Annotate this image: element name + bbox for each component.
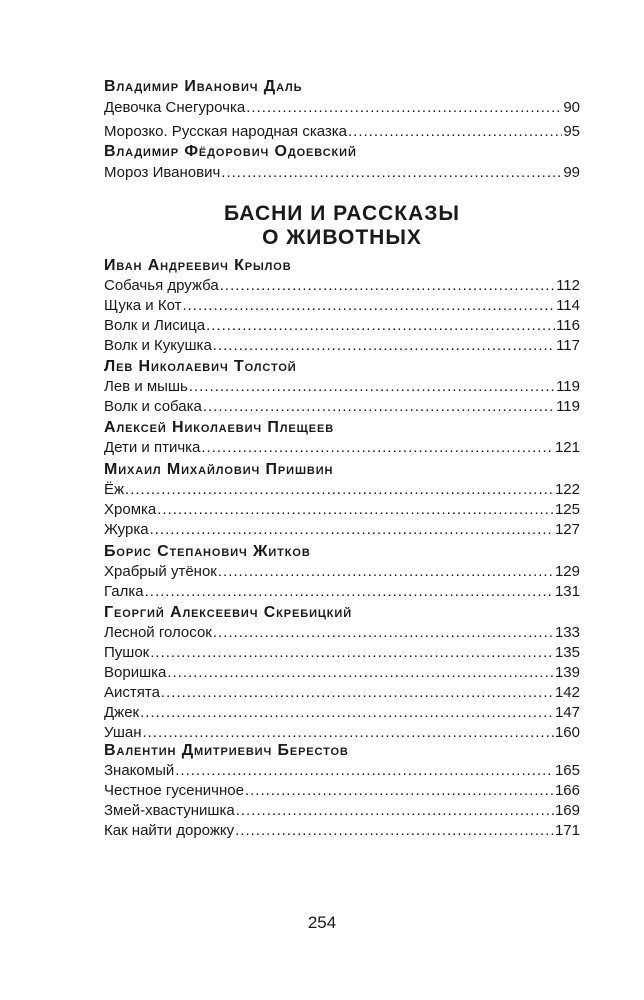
toc-entry <box>104 480 580 500</box>
author-block <box>104 460 580 540</box>
dot-leader <box>246 98 562 118</box>
entry-page: 116 <box>556 317 580 334</box>
dot-leader <box>213 623 554 643</box>
toc-entry <box>104 562 580 582</box>
entry-title: Волк и Лисица <box>104 317 206 334</box>
toc-entry <box>104 643 580 663</box>
entry-page: 129 <box>554 563 580 580</box>
entry-page: 95 <box>563 123 580 140</box>
dot-leader <box>175 761 554 781</box>
toc-entry <box>104 821 580 841</box>
entry-title: Знакомый <box>104 762 175 779</box>
toc-entry <box>104 663 580 683</box>
toc-entry <box>104 761 580 781</box>
toc-entry <box>104 296 580 316</box>
author-name: Михаил Михайлович Пришвин <box>104 461 334 478</box>
entry-page: 171 <box>554 822 580 839</box>
entry-page: 112 <box>556 277 580 294</box>
dot-leader <box>201 438 554 458</box>
dot-leader <box>203 397 555 417</box>
author-name: Борис Степанович Житков <box>104 543 311 560</box>
entry-title: Змей-хвастунишка <box>104 802 235 819</box>
toc-entry <box>104 683 580 703</box>
dot-leader <box>167 663 554 683</box>
author-block <box>104 542 580 602</box>
author-block <box>104 77 580 142</box>
entry-title: Пушок <box>104 644 150 661</box>
section-heading-line-1: БАСНИ И РАССКАЗЫ <box>224 202 460 225</box>
section-heading-line-2: О ЖИВОТНЫХ <box>262 226 422 249</box>
entry-page: 139 <box>554 664 580 681</box>
toc-entry <box>104 500 580 520</box>
entry-title: Дети и птичка <box>104 439 201 456</box>
dot-leader <box>143 723 554 743</box>
entry-page: 166 <box>554 782 580 799</box>
author-block <box>104 741 580 841</box>
entry-title: Ёж <box>104 481 125 498</box>
entry-page: 122 <box>554 481 580 498</box>
dot-leader <box>140 703 554 723</box>
entry-title: Храбрый утёнок <box>104 563 217 580</box>
entry-title: Мороз Иванович <box>104 164 221 181</box>
author-name: Владимир Иванович Даль <box>104 78 303 95</box>
toc-entry <box>104 98 580 118</box>
entry-title: Щука и Кот <box>104 297 182 314</box>
dot-leader <box>348 122 562 142</box>
entry-title: Журка <box>104 521 149 538</box>
entry-page: 117 <box>556 337 580 354</box>
dot-leader <box>189 377 555 397</box>
dot-leader <box>150 520 554 540</box>
toc-entry <box>104 336 580 356</box>
toc-entry <box>104 316 580 336</box>
toc-entry <box>104 438 580 458</box>
toc-entry <box>104 163 580 183</box>
dot-leader <box>145 582 554 602</box>
entry-page: 119 <box>556 398 580 415</box>
entry-title: Ушан <box>104 724 142 741</box>
entry-page: 165 <box>554 762 580 779</box>
entry-page: 90 <box>563 99 580 116</box>
entry-page: 125 <box>554 501 580 518</box>
dot-leader <box>218 562 554 582</box>
toc-entry <box>104 801 580 821</box>
author-name: Алексей Николаевич Плещеев <box>104 419 335 436</box>
toc-entry <box>104 781 580 801</box>
entry-title: Как найти дорожку <box>104 822 235 839</box>
toc-entry <box>104 377 580 397</box>
author-name: Иван Андреевич Крылов <box>104 257 292 274</box>
toc-entry <box>104 122 580 142</box>
entry-title: Собачья дружба <box>104 277 219 294</box>
entry-page: 135 <box>554 644 580 661</box>
dot-leader <box>161 683 554 703</box>
entry-page: 169 <box>554 802 580 819</box>
entry-title: Аистята <box>104 684 160 701</box>
author-block <box>104 142 580 183</box>
entry-page: 121 <box>554 439 580 456</box>
dot-leader <box>221 163 562 183</box>
entry-title: Хромка <box>104 501 157 518</box>
dot-leader <box>235 821 554 841</box>
dot-leader <box>150 643 554 663</box>
author-block <box>104 357 580 417</box>
toc-entry <box>104 582 580 602</box>
author-block <box>104 418 580 458</box>
entry-title: Джек <box>104 704 140 721</box>
entry-page: 160 <box>554 724 580 741</box>
entry-title: Лев и мышь <box>104 378 188 395</box>
dot-leader <box>220 276 555 296</box>
dot-leader <box>182 296 555 316</box>
entry-page: 133 <box>554 624 580 641</box>
entry-title: Честное гусеничное <box>104 782 244 799</box>
toc-entry <box>104 397 580 417</box>
dot-leader <box>245 781 554 801</box>
toc-entry <box>104 623 580 643</box>
entry-page: 142 <box>554 684 580 701</box>
dot-leader <box>213 336 555 356</box>
page-number: 254 <box>307 913 337 932</box>
author-block <box>104 256 580 356</box>
toc-entry <box>104 723 580 743</box>
author-name: Лев Николаевич Толстой <box>104 358 297 375</box>
entry-page: 131 <box>554 583 580 600</box>
entry-page: 119 <box>556 378 580 395</box>
entry-title: Волк и собака <box>104 398 202 415</box>
entry-page: 99 <box>563 164 580 181</box>
dot-leader <box>157 500 554 520</box>
author-name: Георгий Алексеевич Скребицкий <box>104 604 353 621</box>
entry-title: Воришка <box>104 664 167 681</box>
entry-page: 114 <box>556 297 580 314</box>
entry-page: 127 <box>554 521 580 538</box>
dot-leader <box>236 801 554 821</box>
toc-entry <box>104 520 580 540</box>
entry-title: Волк и Кукушка <box>104 337 212 354</box>
entry-page: 147 <box>554 704 580 721</box>
entry-title: Морозко. Русская народная сказка <box>104 123 347 140</box>
author-name: Владимир Фёдорович Одоевский <box>104 143 357 160</box>
entry-title: Девочка Снегурочка <box>104 99 246 116</box>
toc-entry <box>104 276 580 296</box>
author-block <box>104 603 580 743</box>
dot-leader <box>206 316 555 336</box>
entry-title: Галка <box>104 583 144 600</box>
entry-title: Лесной голосок <box>104 624 212 641</box>
dot-leader <box>125 480 554 500</box>
toc-entry <box>104 703 580 723</box>
author-name: Валентин Дмитриевич Берестов <box>104 742 349 759</box>
